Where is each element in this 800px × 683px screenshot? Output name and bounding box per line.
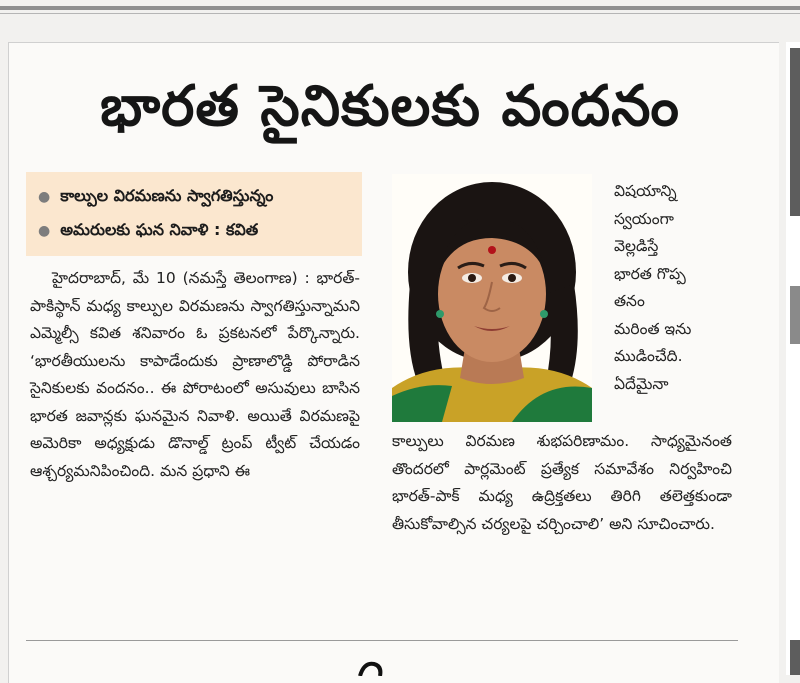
article-body-left: [30, 265, 360, 485]
adjacent-column-mark: [790, 48, 800, 216]
highlight-item: [38, 184, 273, 209]
highlight-item: [38, 218, 258, 243]
cropped-glyph: [356, 660, 386, 676]
top-rule: [0, 6, 800, 10]
highlight-text: కాల్పుల విరమణను స్వాగతిస్తున్నం: [60, 186, 274, 205]
article-body-bottom: [392, 428, 732, 538]
adjacent-column-mark: [790, 640, 800, 675]
highlight-text: అమరులకు ఘన నివాళి : కవిత: [60, 220, 259, 239]
section-divider: [26, 640, 738, 641]
bullet-icon: ●: [38, 223, 51, 239]
portrait-photo: [392, 174, 592, 422]
body-line: స్వయంగా: [614, 209, 674, 228]
body-line: ఏదేమైనా: [614, 374, 669, 393]
cropped-glyph-shape: [356, 660, 386, 676]
bullet-icon: ●: [38, 189, 51, 205]
portrait-illustration: [392, 174, 592, 422]
body-line: వెల్లడిస్తే: [614, 237, 659, 255]
body-line: భారత గొప్ప: [614, 264, 686, 283]
body-line: మరింత ఇను: [614, 319, 692, 338]
body-paragraph: కాల్పులు విరమణ శుభపరిణామం. సాధ్యమైనంత తొందరలో పార్లమెంట్ ప్రత్యేక సమావేశం నిర్వహించి భారత్-పాక్ మధ్య ఉద్రిక్తతలు తిరిగి తలెత్తకుండా తీసుకోవాల్సిన చర్యలపై చర్చించాలి’ అని సూచించారు.: [392, 432, 732, 533]
top-rule-thin: [0, 13, 800, 14]
body-line: ముడించేది.: [614, 347, 683, 365]
highlights-box: [26, 172, 362, 256]
adjacent-column-mark: [790, 286, 800, 344]
body-line: విషయాన్ని: [614, 182, 677, 200]
article-body-right: [614, 178, 732, 398]
headline: భారత సైనికులకు వందనం: [100, 74, 680, 139]
body-line: తనం: [614, 292, 645, 310]
body-paragraph: హైదరాబాద్, మే 10 (నమస్తే తెలంగాణ) : భారత్-పాకిస్థాన్ మధ్య కాల్పుల విరమణను స్వాగతిస్తున్నామని ఎమ్మెల్సీ కవిత శనివారం ఓ ప్రకటనలో పేర్కొన్నారు. ‘భారతీయులను కాపాడేందుకు ప్రాణాలొడ్డి పోరాడిన సైనికులకు వందనం.. ఈ పోరాటంలో అసువులు బాసిన భారత జవాన్లకు ఘనమైన నివాళి. అయితే విరమణపై అమెరికా అధ్యక్షుడు డొనాల్డ్ ట్రంప్ ట్వీట్ చేయడం ఆశ్చర్యమనిపించింది. మన ప్రధాని ఈ: [30, 269, 360, 480]
